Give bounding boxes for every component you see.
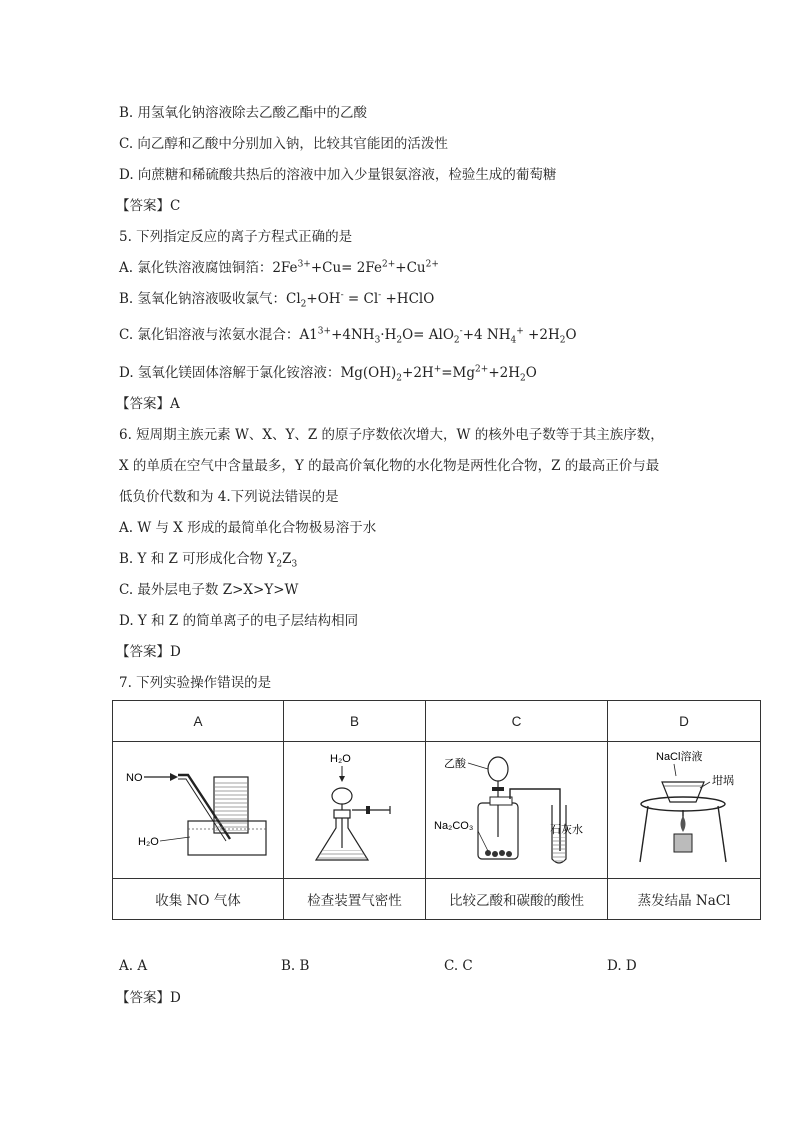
label-sodium-carbonate: Na₂CO₃ [433, 820, 473, 832]
q5-option-d-text: D. 氢氧化镁固体溶解于氯化铵溶液： [119, 365, 341, 381]
figure-d-cell [608, 742, 761, 879]
q5-option-a-equation: $2Fe^{3+}+Cu= 2Fe^{2+}+Cu^{2+}$ [272, 259, 439, 276]
q4-option-d: D. 向蔗糖和稀硫酸共热后的溶液中加入少量银氨溶液，检验生成的葡萄糖 [119, 167, 557, 183]
q5-option-a [119, 259, 439, 277]
figure-a-cell [113, 742, 284, 879]
label-crucible: 坩埚 [712, 775, 734, 787]
tripod-leg [640, 806, 648, 862]
label-acid: 乙酸 [443, 758, 466, 770]
label-water-a: H₂O [138, 836, 159, 848]
column-header-c: C [426, 701, 608, 742]
q5-option-d-equation: $Mg(OH)_2+2H^+=Mg^{2+}+2H_2O$ [340, 364, 537, 384]
crucible [662, 782, 704, 802]
figure-c-cell [426, 742, 608, 879]
caption-a: 收集 NO 气体 [113, 879, 284, 920]
iron-ring [641, 797, 725, 811]
choice-d: D. D [607, 958, 637, 974]
label-nacl-solution: NaCl溶液 [656, 751, 703, 763]
choice-a: A. A [119, 958, 148, 974]
drip-arrow-head [339, 776, 345, 782]
leader-crucible [700, 782, 710, 788]
q5-option-d [119, 364, 537, 382]
column-header-d: D [608, 701, 761, 742]
q5-stem: 5. 下列指定反应的离子方程式正确的是 [119, 229, 353, 245]
caption-b: 检查装置气密性 [284, 879, 426, 920]
q6-option-d: D. Y 和 Z 的简单离子的电子层结构相同 [119, 613, 359, 629]
leader-line [160, 837, 190, 841]
q4-answer: 【答案】C [116, 198, 181, 214]
lime-water [552, 837, 566, 863]
q7-stem: 7. 下列实验操作错误的是 [119, 675, 272, 691]
q6-answer: 【答案】D [116, 644, 181, 660]
solid-particle [492, 851, 498, 857]
choice-c: C. C [444, 958, 473, 974]
choice-b: B. B [281, 958, 310, 974]
bottle-water [215, 781, 247, 831]
q5-answer: 【答案】A [116, 396, 180, 412]
leader-salt [478, 831, 488, 851]
figure-a-gas-collection [118, 753, 278, 863]
figure-c-acidity [432, 747, 602, 869]
flask-liquid [316, 850, 368, 860]
arrow-head [170, 773, 178, 781]
label-water-b: H₂O [329, 753, 351, 765]
q6-stem-line-2: X 的单质在空气中含量最多，Y 的最高价氧化物的水化物是两性化合物，Z 的最高正价与最 [119, 458, 660, 474]
figure-d-evaporation [614, 746, 754, 870]
q6-stem-line-1: 6. 短周期主族元素 W、X、Y、Z 的原子序数依次增大，W 的核外电子数等于其主族序数， [119, 427, 664, 443]
column-header-b: B [284, 701, 426, 742]
q5-option-b-text: B. 氢氧化钠溶液吸收氯气： [119, 291, 287, 307]
experiment-caption-row [113, 879, 761, 920]
figure-b-airtightness [290, 748, 420, 868]
q6-option-b [119, 550, 297, 568]
funnel-bulb [332, 788, 352, 804]
q6-option-c: C. 最外层电子数 Z>X>Y>W [119, 582, 299, 598]
column-header-a: A [113, 701, 284, 742]
label-lime-water: 石灰水 [549, 824, 583, 836]
experiment-table [112, 700, 761, 920]
solid-particle [499, 850, 505, 856]
experiment-figure-row [113, 742, 761, 879]
bottle-stopper [490, 797, 512, 805]
q5-option-c-equation: $A1^{3+}+4NH_3\cdot H_2O= AlO_2^-+4$ $NH_4^+ +2H_2O$ [299, 326, 577, 346]
q4-option-b: B. 用氢氧化钠溶液除去乙酸乙酯中的乙酸 [119, 105, 368, 121]
caption-d: 蒸发结晶 NaCl [608, 879, 761, 920]
separatory-funnel [488, 757, 508, 781]
q5-option-b-equation: $Cl_2+OH^- = Cl^-$ +HClO [286, 290, 435, 310]
alcohol-lamp [674, 834, 692, 852]
tripod-leg [718, 806, 726, 862]
leader-acid [468, 763, 488, 769]
q6-option-b-formula: $Y_2Z_3$ [267, 551, 298, 570]
q5-option-a-text: A. 氯化铁溶液腐蚀铜箔： [119, 260, 273, 276]
solid-particle [506, 851, 512, 857]
stopper [334, 810, 350, 818]
figure-b-cell [284, 742, 426, 879]
flame [681, 816, 686, 832]
q6-option-a: A. W 与 X 形成的最简单化合物极易溶于水 [119, 520, 377, 536]
caption-c: 比较乙酸和碳酸的酸性 [426, 879, 608, 920]
label-no: NO [126, 772, 143, 784]
q7-answer: 【答案】D [116, 990, 181, 1006]
experiment-table-header-row [113, 701, 761, 742]
stopcock [366, 806, 370, 814]
q5-option-c [119, 326, 577, 344]
q4-option-c: C. 向乙醇和乙酸中分别加入钠，比较其官能团的活泼性 [119, 136, 448, 152]
q6-option-b-text: B. Y 和 Z 可形成化合物 [119, 551, 268, 567]
q5-option-b [119, 290, 434, 308]
q5-option-c-text: C. 氯化铝溶液与浓氨水混合： [119, 327, 300, 343]
leader-solution [674, 764, 676, 776]
funnel-stopcock [492, 787, 504, 791]
q6-stem-line-3: 低负价代数和为 4.下列说法错误的是 [119, 489, 339, 505]
